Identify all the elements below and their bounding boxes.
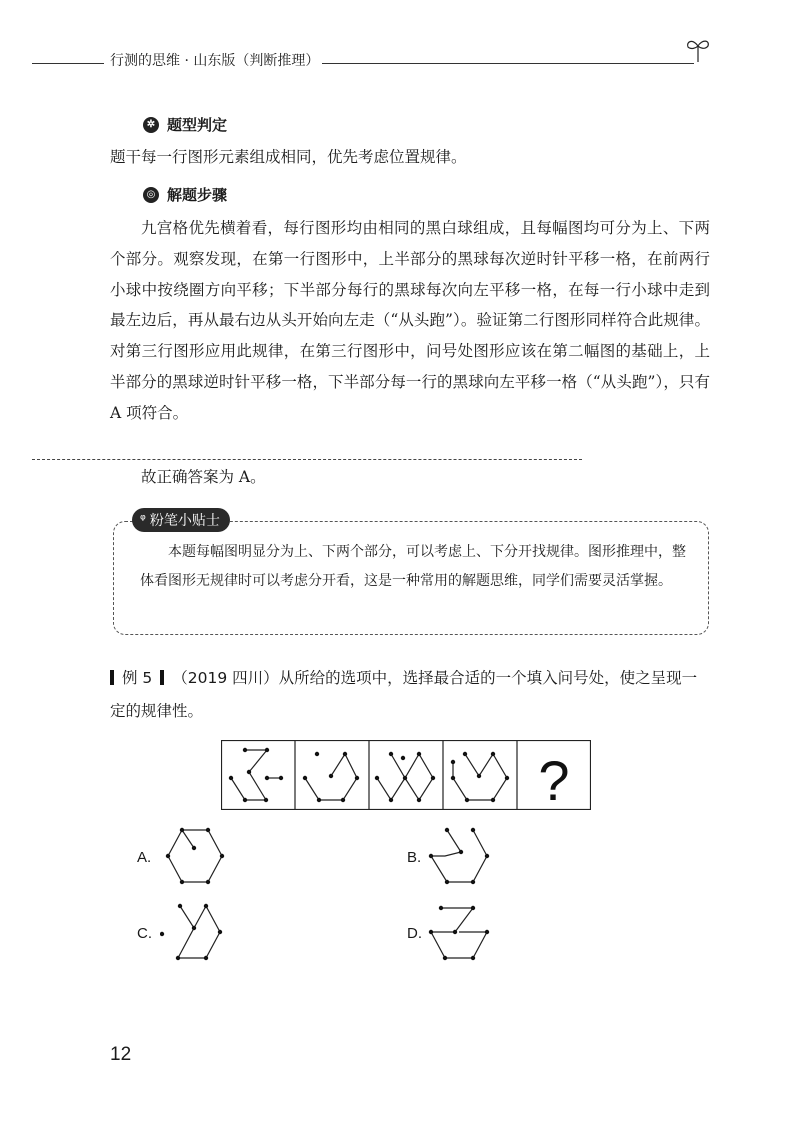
tip-label (132, 508, 230, 532)
example-bar-right (160, 670, 164, 685)
option-d-label[interactable]: D. (407, 925, 422, 942)
question-mark: ? (538, 749, 570, 810)
option-b-label[interactable]: B. (407, 849, 422, 866)
option-c-figure[interactable] (160, 902, 230, 964)
option-c-label[interactable]: C. (137, 925, 152, 942)
option-b-figure[interactable] (425, 826, 495, 888)
type-judgment-title: 题型判定 (167, 116, 228, 134)
solution-paragraph: 九宫格优先横着看，每行图形均由相同的黑白球组成，且每幅图均可分为上、下两个部分。观察发现，在第一行图形中，上半部分的黑球每次逆时针平移一格，在前两行小球中按绕圈方向平移；下半部分每行的黑球每次向左平移一格，在每一行小球中走到最左边后，再从最右边从头开始向左走（“从头跑”）。验证第二行图形同样符合此规律。对第三行图形应用此规律，在第三行图形中，问号处图形应该在第二幅图的基础上，上半部分的黑球逆时针平移一格，下半部分每一行的黑球向左平移一格（“从头跑”），只有 A 项符合。 (110, 219, 710, 422)
solution-steps-title: 解题步骤 (167, 186, 228, 204)
tip-text: 本题每幅图明显分为上、下两个部分，可以考虑上、下分开找规律。图形推理中，整体看图形无规律时可以考虑分开看，这是一种常用的解题思维，同学们需要灵活掌握。 (140, 544, 686, 589)
header-rule-right (322, 63, 694, 64)
tip-label-text: 粉笔小贴士 (149, 513, 220, 529)
sprout-icon (684, 34, 712, 64)
sprout-icon: ᵠ (140, 512, 146, 528)
question-body: （2019 四川）从所给的选项中，选择最合适的一个填入问号处，使之呈现一定的规律性。 (110, 669, 698, 720)
question-text (110, 662, 710, 728)
type-judgment-heading (143, 114, 227, 135)
question-figures (221, 740, 591, 810)
header-rule-left (32, 63, 104, 64)
type-judgment-text: 题干每一行图形元素组成相同，优先考虑位置规律。 (110, 148, 467, 166)
solution-steps-heading (143, 184, 227, 205)
option-a-label[interactable]: A. (137, 849, 152, 866)
gear-icon: ✲ (143, 117, 159, 133)
target-icon: ◎ (143, 187, 159, 203)
figure-1 (231, 750, 281, 800)
option-a-figure[interactable] (160, 826, 230, 888)
option-d-figure[interactable] (425, 902, 505, 964)
divider (32, 459, 582, 460)
running-header: 行测的思维 · 山东版（判断推理） (110, 53, 320, 69)
conclusion-text: 故正确答案为 A。 (141, 468, 266, 486)
example-bar-left (110, 670, 114, 685)
page-number: 12 (110, 1044, 132, 1065)
example-number: 例 5 (122, 669, 153, 687)
